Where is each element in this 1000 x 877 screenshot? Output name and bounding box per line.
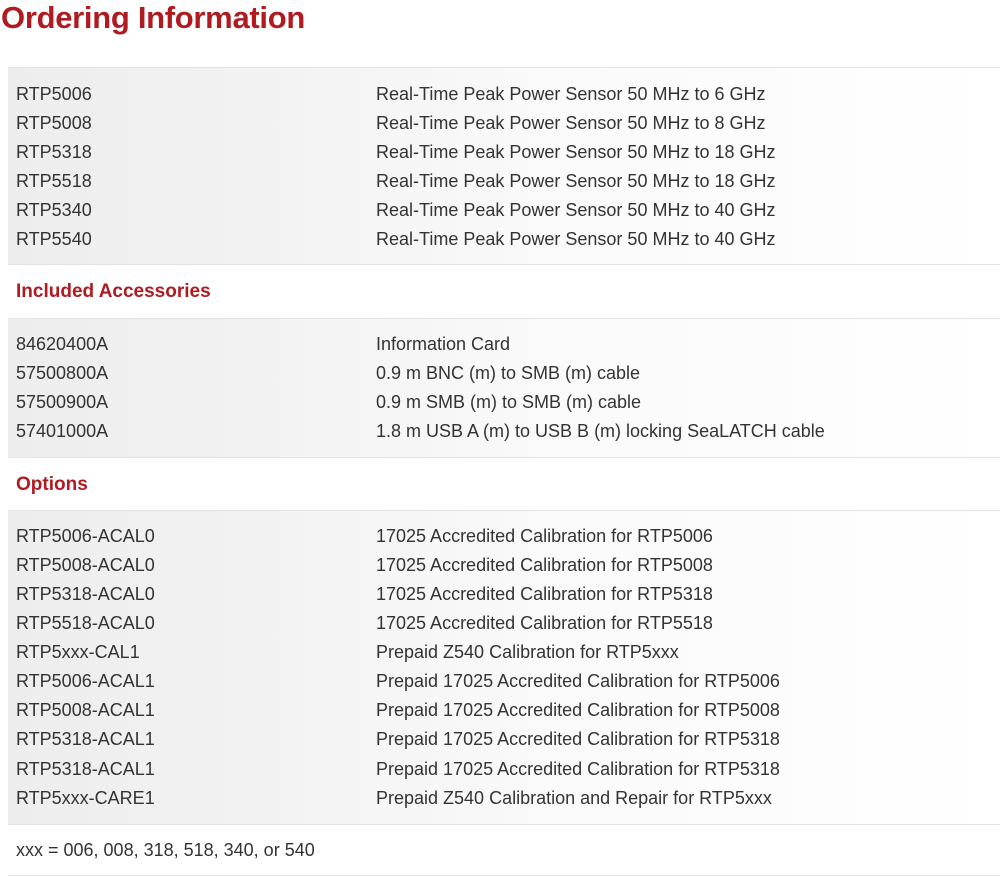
part-number: RTP5008-ACAL0 xyxy=(16,555,155,575)
part-description: 1.8 m USB A (m) to USB B (m) locking SeaLATCH cable xyxy=(376,421,825,441)
part-number: 57401000A xyxy=(16,421,109,441)
part-description: Prepaid Z540 Calibration for RTP5xxx xyxy=(376,642,679,662)
part-number: RTP5xxx-CARE1 xyxy=(16,788,155,808)
part-description: Prepaid 17025 Accredited Calibration for RTP5318 xyxy=(376,759,780,779)
part-number: RTP5340 xyxy=(16,200,92,220)
table-row xyxy=(8,388,1000,417)
part-number: RTP5006-ACAL0 xyxy=(16,526,155,546)
part-description: Prepaid 17025 Accredited Calibration for RTP5006 xyxy=(376,671,780,691)
footnote-row xyxy=(8,826,1000,876)
table-row xyxy=(8,551,1000,580)
table-row xyxy=(8,167,1000,196)
part-description: Prepaid Z540 Calibration and Repair for RTP5xxx xyxy=(376,788,772,808)
table-row xyxy=(8,196,1000,225)
part-description: Real-Time Peak Power Sensor 50 MHz to 8 GHz xyxy=(376,113,766,133)
part-number: 57500800A xyxy=(16,363,109,383)
table-row xyxy=(8,109,1000,138)
table-row xyxy=(8,638,1000,667)
table-row xyxy=(8,417,1000,446)
part-number: 84620400A xyxy=(16,334,109,354)
table-row xyxy=(8,784,1000,813)
table-row xyxy=(8,330,1000,359)
part-description: 17025 Accredited Calibration for RTP5518 xyxy=(376,613,713,633)
part-number: RTP5318-ACAL1 xyxy=(16,759,155,779)
accessories-heading: Included Accessories xyxy=(16,281,211,302)
part-number: RTP5540 xyxy=(16,229,92,249)
table-row xyxy=(8,80,1000,109)
table-row xyxy=(8,522,1000,551)
table-row xyxy=(8,725,1000,754)
table-row xyxy=(8,580,1000,609)
options-heading: Options xyxy=(16,474,88,495)
footnote-text: xxx = 006, 008, 318, 518, 340, or 540 xyxy=(16,840,315,860)
sensors-table xyxy=(8,67,1000,265)
part-description: Information Card xyxy=(376,334,511,354)
part-number: RTP5006 xyxy=(16,84,92,104)
part-number: RTP5xxx-CAL1 xyxy=(16,642,140,662)
table-row xyxy=(8,755,1000,784)
part-description: Real-Time Peak Power Sensor 50 MHz to 6 GHz xyxy=(376,84,766,104)
part-description: Prepaid 17025 Accredited Calibration for RTP5318 xyxy=(376,729,780,749)
accessories-table xyxy=(8,318,1000,458)
part-number: 57500900A xyxy=(16,392,109,412)
table-row xyxy=(8,696,1000,725)
part-description: 17025 Accredited Calibration for RTP5318 xyxy=(376,584,713,604)
part-number: RTP5518 xyxy=(16,171,92,191)
table-row xyxy=(8,225,1000,254)
part-description: Prepaid 17025 Accredited Calibration for RTP5008 xyxy=(376,700,780,720)
page-title: Ordering Information xyxy=(1,0,306,35)
part-description: 17025 Accredited Calibration for RTP5006 xyxy=(376,526,713,546)
part-number: RTP5008-ACAL1 xyxy=(16,700,155,720)
options-table xyxy=(8,510,1000,825)
table-row xyxy=(8,667,1000,696)
part-number: RTP5318 xyxy=(16,142,92,162)
table-row xyxy=(8,138,1000,167)
part-number: RTP5008 xyxy=(16,113,92,133)
table-row xyxy=(8,359,1000,388)
part-number: RTP5318-ACAL1 xyxy=(16,729,155,749)
part-description: 0.9 m SMB (m) to SMB (m) cable xyxy=(376,392,642,412)
part-description: Real-Time Peak Power Sensor 50 MHz to 18 GHz xyxy=(376,171,776,191)
part-number: RTP5518-ACAL0 xyxy=(16,613,155,633)
part-number: RTP5318-ACAL0 xyxy=(16,584,155,604)
part-description: Real-Time Peak Power Sensor 50 MHz to 18 GHz xyxy=(376,142,776,162)
part-description: 0.9 m BNC (m) to SMB (m) cable xyxy=(376,363,641,383)
part-description: 17025 Accredited Calibration for RTP5008 xyxy=(376,555,713,575)
table-row xyxy=(8,609,1000,638)
part-number: RTP5006-ACAL1 xyxy=(16,671,155,691)
part-description: Real-Time Peak Power Sensor 50 MHz to 40 GHz xyxy=(376,229,776,249)
part-description: Real-Time Peak Power Sensor 50 MHz to 40 GHz xyxy=(376,200,776,220)
